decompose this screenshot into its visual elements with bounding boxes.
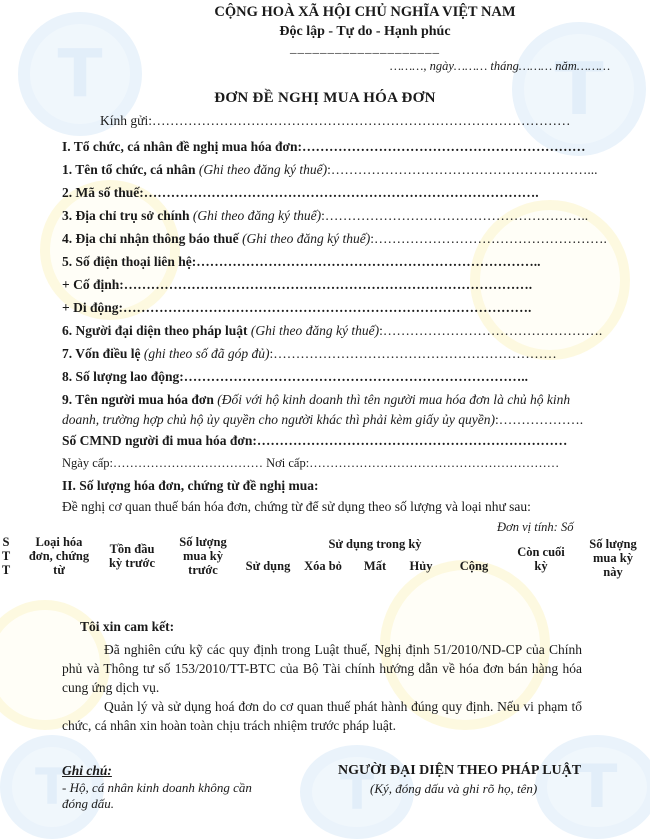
field-buyer-name-dots: :………………. [495, 412, 584, 427]
watermark-letter: T [57, 35, 103, 113]
greeting: Kính gửi:………………………………………………………………………………… [100, 113, 571, 128]
field-buyer-name-note2: doanh, trường hợp chủ hộ ủy quyền cho người khác thì phải kèm giấy ủy quyền) [62, 412, 495, 427]
field-notice-address-dots: :……………………………………………. [370, 231, 607, 246]
field-legal-rep-note: (Ghi theo đăng ký thuế) [250, 323, 380, 338]
table-header-delete: Xóa bỏ [304, 559, 342, 573]
table-header-total: Cộng [459, 559, 489, 573]
field-org-name-dots: :…………………………………………………... [327, 162, 598, 177]
table-header-begin: Tồn đầu kỳ trước [108, 542, 155, 570]
table-header-bought: Số lượng mua kỳ trước [179, 535, 227, 577]
watermark-circle [535, 735, 650, 839]
field-charter-capital [62, 346, 557, 362]
field-legal-rep-label: 6. Người đại diện theo pháp luật [62, 323, 248, 338]
table-header-used-group: Sử dụng trong kỳ [328, 537, 422, 551]
note-title: Ghi chú: [62, 763, 112, 778]
national-title: CỘNG HOÀ XÃ HỘI CHỦ NGHĨA VIỆT NAM [214, 4, 516, 20]
signer-note: (Ký, đóng dấu và ghi rõ họ, tên) [370, 781, 538, 796]
section-2-intro: Đề nghị cơ quan thuế bán hóa đơn, chứng từ để sử dụng theo số lượng và loại như sau: [62, 499, 531, 514]
field-buyer-name-label: 9. Tên người mua hóa đơn [62, 392, 214, 407]
field-legal-rep-dots: :…………………………………………. [379, 323, 603, 338]
signer-title: NGƯỜI ĐẠI DIỆN THEO PHÁP LUẬT [338, 763, 582, 778]
field-notice-address-label: 4. Địa chỉ nhận thông báo thuế [62, 231, 239, 246]
unit-label: Đơn vị tính: Số [497, 520, 574, 534]
watermark-letter: T [576, 752, 618, 822]
table-header-use: Sử dụng [245, 559, 291, 573]
field-id-number: Số CMND người đi mua hóa đơn:…………………………………………………………… [62, 433, 568, 448]
table-header-type: Loại hóa đơn, chứng từ [28, 535, 90, 577]
section-2-title: II. Số lượng hóa đơn, chứng từ đề nghị mua: [62, 478, 319, 493]
field-legal-rep [62, 323, 602, 339]
commitment-para-1: Đã nghiên cứu kỹ các quy định trong Luật thuế, Nghị định 51/2010/ND-CP của Chính phủ và Thông tư số 153/2010/TT-BTC của Bộ Tài chính hướng dẫn về hóa đơn bán hàng hóa cung ứng dịch vụ. [62, 642, 582, 695]
date-line: ………, ngày……… tháng……… năm……… [390, 59, 611, 73]
field-buyer-name-cont [62, 412, 583, 428]
commitment-title: Tôi xin cam kết: [80, 619, 175, 634]
field-notice-address-note: (Ghi theo đăng ký thuế) [242, 231, 371, 246]
commitment-para-2: Quản lý và sử dụng hoá đơn do cơ quan thuế phát hành đúng quy định. Nếu vi phạm tổ chức, cá nhân xin hoàn toàn chịu trách nhiệm trước pháp luật. [62, 699, 582, 733]
field-charter-capital-note: (ghi theo số đã góp đủ) [143, 346, 270, 361]
field-head-office [62, 208, 588, 224]
field-notice-address [62, 231, 607, 247]
motto: Độc lập - Tự do - Hạnh phúc [279, 24, 451, 39]
form-title: ĐƠN ĐỀ NGHỊ MUA HÓA ĐƠN [214, 90, 436, 106]
table-header-remain: Còn cuối kỳ [517, 545, 565, 573]
field-head-office-dots: :………………………………………………….. [321, 208, 589, 223]
field-charter-capital-dots: :……………………………………………………… [269, 346, 557, 361]
field-org-name-label: 1. Tên tổ chức, cá nhân [62, 162, 196, 177]
field-issue-date-place: Ngày cấp:……………………………… Nơi cấp:…………………………………………………… [62, 456, 560, 470]
section-1-title: I. Tổ chức, cá nhân đề nghị mua hóa đơn:……………………………………………………… [62, 139, 586, 154]
field-mobile: + Di động:………………………………………………………………………………. [62, 300, 532, 315]
table-header-buy-now: Số lượng mua kỳ này [589, 537, 637, 579]
header-divider: ____________________ [290, 40, 440, 55]
field-tax-code: 2. Mã số thuế:……………………………………………………………………………. [62, 185, 539, 200]
field-org-name [62, 162, 597, 178]
note-text-2: đóng dấu. [62, 796, 114, 811]
field-landline: + Cố định:………………………………………………………………………………. [62, 277, 533, 292]
field-labor: 8. Số lượng lao động:………………………………………………………………….. [62, 369, 528, 384]
note-text-1: - Hộ, cá nhân kinh doanh không cần [62, 780, 252, 795]
watermark-letter: T [554, 47, 604, 131]
field-head-office-note: (Ghi theo đăng ký thuế) [192, 208, 322, 223]
watermark-letter: T [339, 763, 375, 821]
field-buyer-name-note: (Đối với hộ kinh doanh thì tên người mua hóa đơn là chủ hộ kinh [217, 392, 571, 407]
field-buyer-name [62, 392, 570, 408]
field-head-office-label: 3. Địa chỉ trụ sở chính [62, 208, 190, 223]
table-header-stt: S T T [1, 535, 11, 577]
field-phone: 5. Số điện thoại liên hệ:………………………………………………………………….. [62, 254, 541, 269]
table-header-cancel: Hủy [409, 559, 433, 573]
field-org-name-note: (Ghi theo đăng ký thuế) [198, 162, 328, 177]
watermark-letter: T [34, 758, 70, 816]
table-header-lost: Mất [363, 559, 387, 573]
field-charter-capital-label: 7. Vốn điều lệ [62, 346, 141, 361]
watermark-ring [40, 180, 180, 320]
